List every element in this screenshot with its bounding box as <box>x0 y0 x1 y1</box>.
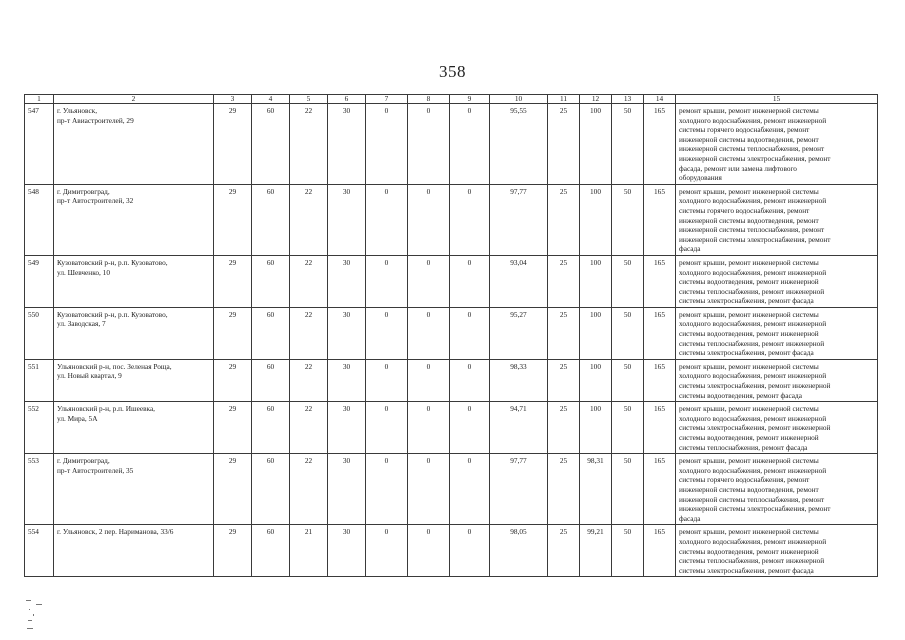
column-header-6: 6 <box>328 95 366 104</box>
works-line: холодного водоснабжения, ремонт инженерной <box>679 371 827 381</box>
value-cell-col-8: 0 <box>408 307 450 359</box>
address-cell <box>54 255 214 307</box>
works-line: системы теплоснабжения, ремонт инженерной <box>679 556 825 566</box>
value-cell-col-4: 60 <box>252 255 290 307</box>
table-row <box>25 454 878 525</box>
value-cell-col-9: 0 <box>450 402 490 454</box>
column-header-3: 3 <box>214 95 252 104</box>
table-body <box>25 104 878 577</box>
works-line: холодного водоснабжения, ремонт инженерной <box>679 196 827 206</box>
works-line: ремонт крыши, ремонт инженерной системы <box>679 106 819 115</box>
value-cell-col-14: 165 <box>644 255 676 307</box>
value-cell-col-14: 165 <box>644 525 676 577</box>
value-cell-col-14: 165 <box>644 402 676 454</box>
address-line: г. Димитровград, <box>57 456 110 466</box>
address-line: ул. Шевченко, 10 <box>57 267 110 277</box>
value-cell-col-13: 50 <box>612 402 644 454</box>
works-line: инженерной системы электроснабжения, ремонт <box>679 153 831 163</box>
column-header-14: 14 <box>644 95 676 104</box>
works-line: системы водоотведения, ремонт инженерной <box>679 329 819 339</box>
value-cell-col-14: 165 <box>644 454 676 525</box>
works-line: системы горячего водоснабжения, ремонт <box>679 475 810 485</box>
value-cell-col-6: 30 <box>328 255 366 307</box>
table-row <box>25 104 878 185</box>
works-line: холодного водоснабжения, ремонт инженерной <box>679 319 827 329</box>
column-header-10: 10 <box>490 95 548 104</box>
column-header-4: 4 <box>252 95 290 104</box>
value-cell-col-10: 95,55 <box>490 104 548 185</box>
table-row <box>25 359 878 401</box>
value-cell-col-9: 0 <box>450 525 490 577</box>
value-cell-col-10: 95,27 <box>490 307 548 359</box>
value-cell-col-10: 94,71 <box>490 402 548 454</box>
value-cell-col-10: 93,04 <box>490 255 548 307</box>
works-line: ремонт крыши, ремонт инженерной системы <box>679 404 819 414</box>
works-line: системы электроснабжения, ремонт инженерной <box>679 423 831 433</box>
address-line: Кузоватовский р-н, р.п. Кузоватово, <box>57 309 168 319</box>
address-line: г. Димитровград, <box>57 186 110 196</box>
value-cell-col-11: 25 <box>548 454 580 525</box>
table-row <box>25 307 878 359</box>
works-line: холодного водоснабжения, ремонт инженерной <box>679 267 827 277</box>
header-row <box>25 95 878 104</box>
address-line: пр-т Автостроителей, 35 <box>57 465 134 475</box>
value-cell-col-9: 0 <box>450 359 490 401</box>
works-line: инженерной системы теплоснабжения, ремонт <box>679 144 825 154</box>
works-line: системы электроснабжения, ремонт инженерной <box>679 381 831 391</box>
address-cell <box>54 359 214 401</box>
value-cell-col-10: 97,77 <box>490 184 548 255</box>
works-cell <box>676 454 878 525</box>
works-line: фасада, ремонт или замена лифтового <box>679 163 797 173</box>
address-cell <box>54 402 214 454</box>
value-cell-col-11: 25 <box>548 255 580 307</box>
works-cell <box>676 359 878 401</box>
value-cell-col-6: 30 <box>328 104 366 185</box>
works-cell <box>676 525 878 577</box>
value-cell-col-7: 0 <box>366 402 408 454</box>
value-cell-col-6: 30 <box>328 307 366 359</box>
value-cell-col-6: 30 <box>328 359 366 401</box>
works-cell <box>676 402 878 454</box>
value-cell-col-9: 0 <box>450 454 490 525</box>
value-cell-col-10: 98,05 <box>490 525 548 577</box>
works-line: ремонт крыши, ремонт инженерной системы <box>679 361 819 371</box>
column-header-15: 15 <box>676 95 878 104</box>
value-cell-col-5: 22 <box>290 402 328 454</box>
value-cell-col-5: 22 <box>290 454 328 525</box>
value-cell-col-4: 60 <box>252 307 290 359</box>
address-line: ул. Заводская, 7 <box>57 319 106 329</box>
value-cell-col-7: 0 <box>366 104 408 185</box>
value-cell-col-14: 165 <box>644 184 676 255</box>
row-number: 554 <box>25 525 54 577</box>
value-cell-col-4: 60 <box>252 359 290 401</box>
works-line: инженерной системы водоотведения, ремонт <box>679 134 819 144</box>
value-cell-col-9: 0 <box>450 104 490 185</box>
value-cell-col-11: 25 <box>548 307 580 359</box>
value-cell-col-8: 0 <box>408 104 450 185</box>
works-cell <box>676 307 878 359</box>
works-line: системы теплоснабжения, ремонт инженерной <box>679 286 825 296</box>
table-row <box>25 255 878 307</box>
value-cell-col-7: 0 <box>366 525 408 577</box>
value-cell-col-11: 25 <box>548 184 580 255</box>
works-line: холодного водоснабжения, ремонт инженерной <box>679 465 827 475</box>
value-cell-col-7: 0 <box>366 255 408 307</box>
value-cell-col-11: 25 <box>548 402 580 454</box>
works-line: ремонт крыши, ремонт инженерной системы <box>679 527 819 537</box>
value-cell-col-5: 22 <box>290 255 328 307</box>
works-line: ремонт крыши, ремонт инженерной системы <box>679 257 819 267</box>
address-cell <box>54 525 214 577</box>
works-line: ремонт крыши, ремонт инженерной системы <box>679 309 819 319</box>
address-line: Кузоватовский р-н, р.п. Кузоватово, <box>57 257 168 267</box>
value-cell-col-4: 60 <box>252 454 290 525</box>
table-header <box>25 95 878 104</box>
works-line: системы горячего водоснабжения, ремонт <box>679 125 810 135</box>
column-header-12: 12 <box>580 95 612 104</box>
address-line: г. Ульяновск, 2 пер. Нариманова, 33/6 <box>57 527 174 537</box>
value-cell-col-12: 100 <box>580 359 612 401</box>
value-cell-col-9: 0 <box>450 255 490 307</box>
address-line: ул. Мира, 5А <box>57 413 98 423</box>
works-line: системы горячего водоснабжения, ремонт <box>679 205 810 215</box>
works-line: холодного водоснабжения, ремонт инженерной <box>679 536 827 546</box>
value-cell-col-10: 97,77 <box>490 454 548 525</box>
value-cell-col-8: 0 <box>408 525 450 577</box>
value-cell-col-7: 0 <box>366 184 408 255</box>
value-cell-col-14: 165 <box>644 104 676 185</box>
works-line: системы водоотведения, ремонт инженерной <box>679 433 819 442</box>
works-line: системы электроснабжения, ремонт фасада <box>679 348 814 358</box>
value-cell-col-4: 60 <box>252 184 290 255</box>
works-line: системы водоотведения, ремонт инженерной <box>679 546 819 556</box>
value-cell-col-7: 0 <box>366 307 408 359</box>
value-cell-col-8: 0 <box>408 184 450 255</box>
column-header-7: 7 <box>366 95 408 104</box>
value-cell-col-3: 29 <box>214 255 252 307</box>
address-cell <box>54 104 214 185</box>
value-cell-col-9: 0 <box>450 184 490 255</box>
value-cell-col-12: 98,31 <box>580 454 612 525</box>
value-cell-col-14: 165 <box>644 307 676 359</box>
table-row <box>25 184 878 255</box>
address-line: ул. Новый квартал, 9 <box>57 371 122 381</box>
value-cell-col-13: 50 <box>612 255 644 307</box>
works-line: оборудования <box>679 173 722 183</box>
address-line: Ульяновский р-н, пос. Зеленая Роща, <box>57 361 172 371</box>
value-cell-col-9: 0 <box>450 307 490 359</box>
value-cell-col-3: 29 <box>214 525 252 577</box>
value-cell-col-13: 50 <box>612 525 644 577</box>
value-cell-col-4: 60 <box>252 104 290 185</box>
row-number: 547 <box>25 104 54 185</box>
row-number: 552 <box>25 402 54 454</box>
works-line: системы электроснабжения, ремонт фасада <box>679 565 814 575</box>
column-header-1: 1 <box>25 95 54 104</box>
works-line: инженерной системы водоотведения, ремонт <box>679 215 819 225</box>
address-line: пр-т Автостроителей, 32 <box>57 196 134 206</box>
scan-marks <box>26 598 56 634</box>
value-cell-col-11: 25 <box>548 359 580 401</box>
value-cell-col-4: 60 <box>252 402 290 454</box>
works-line: системы электроснабжения, ремонт фасада <box>679 296 814 306</box>
column-header-11: 11 <box>548 95 580 104</box>
value-cell-col-6: 30 <box>328 184 366 255</box>
works-line: фасада <box>679 244 701 254</box>
value-cell-col-12: 99,21 <box>580 525 612 577</box>
row-number: 551 <box>25 359 54 401</box>
works-line: системы теплоснабжения, ремонт инженерной <box>679 338 825 348</box>
value-cell-col-5: 22 <box>290 184 328 255</box>
address-cell <box>54 184 214 255</box>
value-cell-col-11: 25 <box>548 525 580 577</box>
value-cell-col-12: 100 <box>580 402 612 454</box>
value-cell-col-3: 29 <box>214 104 252 185</box>
value-cell-col-3: 29 <box>214 454 252 525</box>
address-cell <box>54 454 214 525</box>
value-cell-col-5: 21 <box>290 525 328 577</box>
row-number: 550 <box>25 307 54 359</box>
value-cell-col-8: 0 <box>408 402 450 454</box>
works-line: системы теплоснабжения, ремонт фасада <box>679 442 808 452</box>
works-line: инженерной системы электроснабжения, ремонт <box>679 504 831 514</box>
table-row <box>25 402 878 454</box>
row-number: 553 <box>25 454 54 525</box>
value-cell-col-14: 165 <box>644 359 676 401</box>
value-cell-col-3: 29 <box>214 307 252 359</box>
column-header-9: 9 <box>450 95 490 104</box>
value-cell-col-12: 100 <box>580 307 612 359</box>
works-line: системы водоотведения, ремонт фасада <box>679 390 802 400</box>
works-cell <box>676 255 878 307</box>
value-cell-col-3: 29 <box>214 402 252 454</box>
works-line: системы водоотведения, ремонт инженерной <box>679 277 819 287</box>
value-cell-col-12: 100 <box>580 184 612 255</box>
value-cell-col-7: 0 <box>366 454 408 525</box>
works-line: холодного водоснабжения, ремонт инженерной <box>679 115 827 125</box>
works-line: ремонт крыши, ремонт инженерной системы <box>679 186 819 196</box>
works-line: инженерной системы электроснабжения, ремонт <box>679 234 831 244</box>
value-cell-col-13: 50 <box>612 184 644 255</box>
value-cell-col-7: 0 <box>366 359 408 401</box>
value-cell-col-8: 0 <box>408 454 450 525</box>
value-cell-col-4: 60 <box>252 525 290 577</box>
page-number: 358 <box>439 62 466 81</box>
row-number: 548 <box>25 184 54 255</box>
works-cell <box>676 104 878 185</box>
column-header-8: 8 <box>408 95 450 104</box>
works-line: холодного водоснабжения, ремонт инженерной <box>679 413 827 423</box>
works-line: ремонт крыши, ремонт инженерной системы <box>679 456 819 466</box>
value-cell-col-13: 50 <box>612 104 644 185</box>
value-cell-col-13: 50 <box>612 359 644 401</box>
works-cell <box>676 184 878 255</box>
table-row <box>25 525 878 577</box>
value-cell-col-12: 100 <box>580 104 612 185</box>
value-cell-col-13: 50 <box>612 454 644 525</box>
value-cell-col-10: 98,33 <box>490 359 548 401</box>
value-cell-col-12: 100 <box>580 255 612 307</box>
address-line: г. Ульяновск, <box>57 106 98 115</box>
address-line: пр-т Авиастроителей, 29 <box>57 115 134 125</box>
value-cell-col-11: 25 <box>548 104 580 185</box>
works-line: инженерной системы теплоснабжения, ремонт <box>679 494 825 504</box>
address-line: Ульяновский р-н, р.п. Ишеевка, <box>57 404 156 414</box>
address-cell <box>54 307 214 359</box>
column-header-13: 13 <box>612 95 644 104</box>
value-cell-col-6: 30 <box>328 402 366 454</box>
value-cell-col-5: 22 <box>290 307 328 359</box>
row-number: 549 <box>25 255 54 307</box>
value-cell-col-3: 29 <box>214 184 252 255</box>
column-header-2: 2 <box>54 95 214 104</box>
works-line: инженерной системы водоотведения, ремонт <box>679 484 819 494</box>
column-header-5: 5 <box>290 95 328 104</box>
value-cell-col-5: 22 <box>290 104 328 185</box>
value-cell-col-13: 50 <box>612 307 644 359</box>
value-cell-col-8: 0 <box>408 359 450 401</box>
value-cell-col-6: 30 <box>328 525 366 577</box>
value-cell-col-5: 22 <box>290 359 328 401</box>
registry-table <box>24 94 878 577</box>
value-cell-col-6: 30 <box>328 454 366 525</box>
value-cell-col-3: 29 <box>214 359 252 401</box>
works-line: инженерной системы теплоснабжения, ремонт <box>679 225 825 235</box>
value-cell-col-8: 0 <box>408 255 450 307</box>
works-line: фасада <box>679 513 701 523</box>
